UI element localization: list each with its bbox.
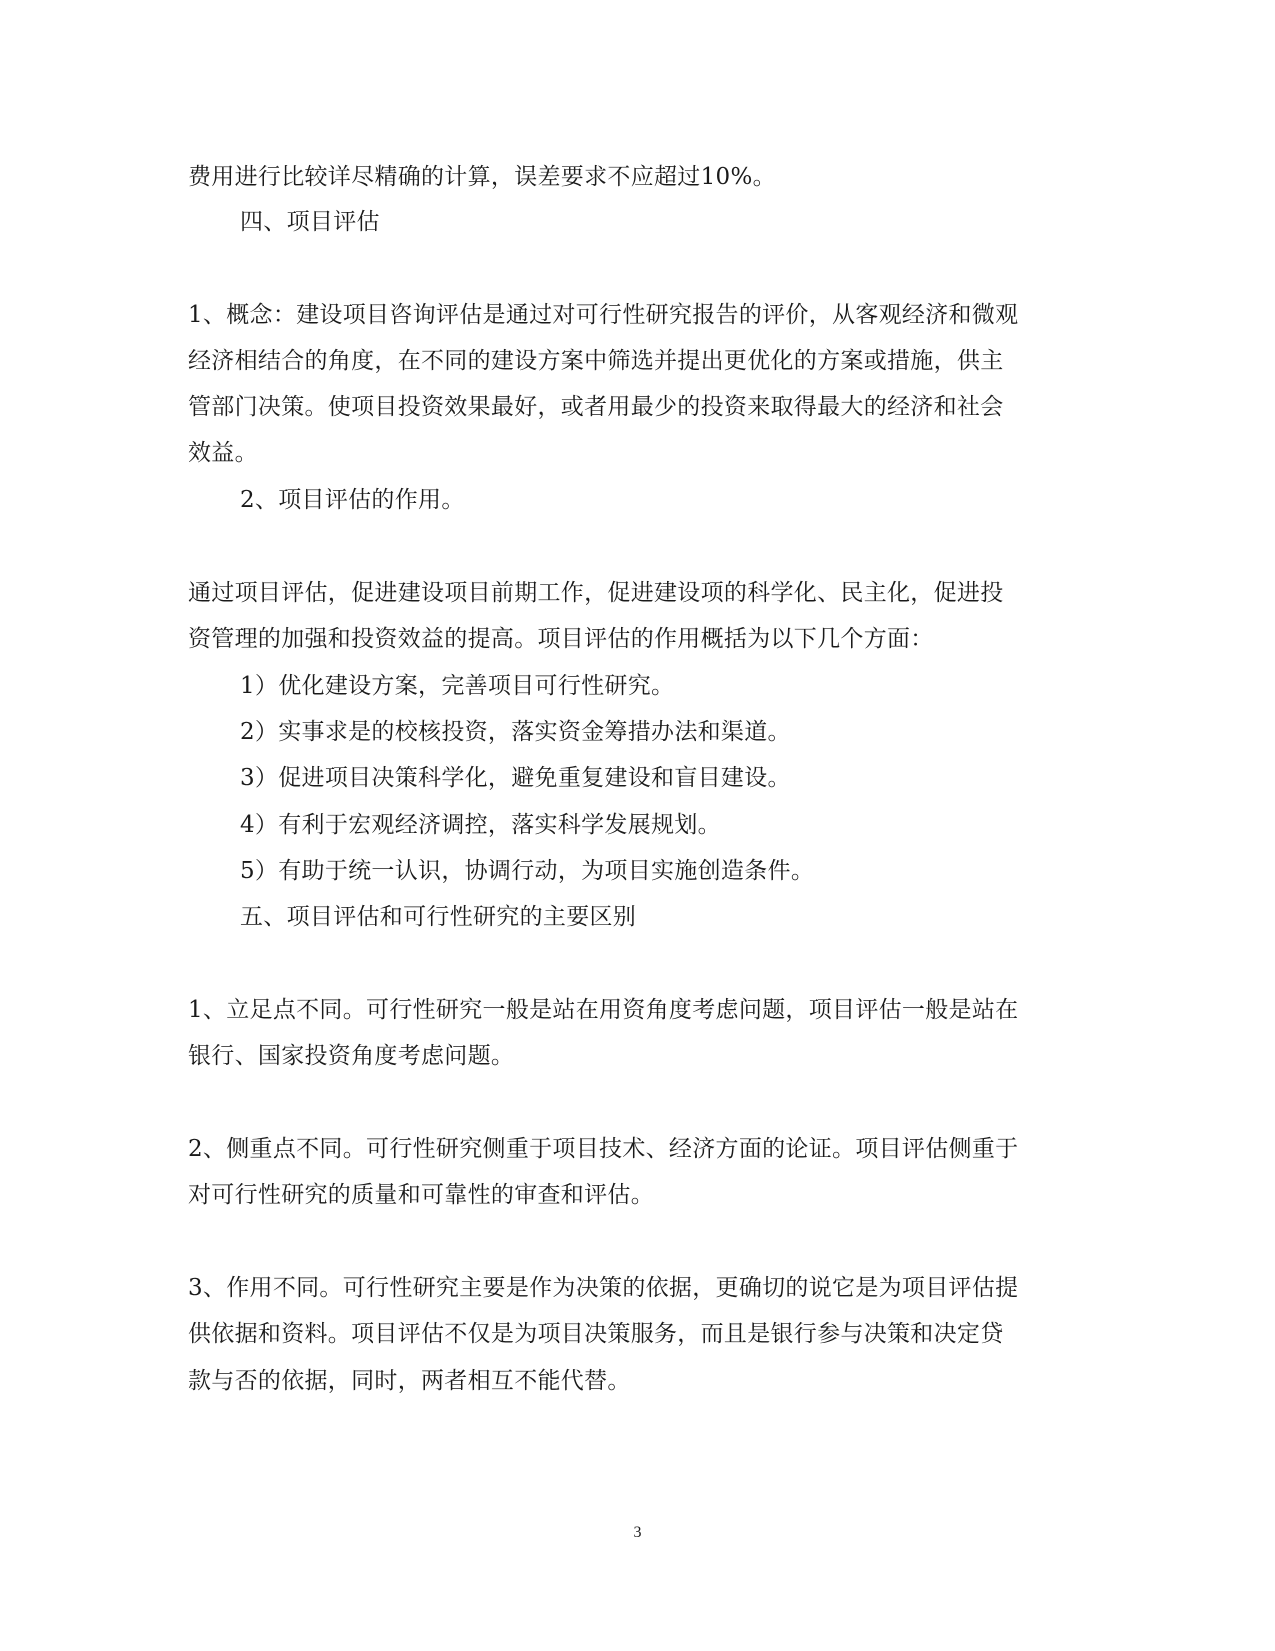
paragraph-line: 效益。 [188, 440, 258, 466]
list-item: 1）优化建设方案，完善项目可行性研究。 [240, 673, 675, 699]
paragraph-line: 1、概念：建设项目咨询评估是通过对可行性研究报告的评价，从客观经济和微观 [188, 302, 1019, 328]
page-number: 3 [633, 1524, 642, 1541]
list-item: 4）有利于宏观经济调控，落实科学发展规划。 [240, 812, 721, 838]
paragraph-line: 管部门决策。使项目投资效果最好，或者用最少的投资来取得最大的经济和社会 [188, 394, 1004, 420]
subsection-heading: 2、项目评估的作用。 [240, 487, 465, 513]
section-heading: 四、项目评估 [240, 209, 380, 235]
paragraph-line: 银行、国家投资角度考虑问题。 [188, 1043, 515, 1069]
paragraph-line: 1、立足点不同。可行性研究一般是站在用资角度考虑问题，项目评估一般是站在 [188, 997, 1019, 1023]
paragraph-line: 资管理的加强和投资效益的提高。项目评估的作用概括为以下几个方面： [188, 626, 934, 652]
list-item: 3）促进项目决策科学化，避免重复建设和盲目建设。 [240, 765, 791, 791]
paragraph-line: 经济相结合的角度，在不同的建设方案中筛选并提出更优化的方案或措施，供主 [188, 348, 1004, 374]
list-item: 5）有助于统一认识，协调行动，为项目实施创造条件。 [240, 858, 815, 884]
paragraph-line: 费用进行比较详尽精确的计算，误差要求不应超过10%。 [188, 164, 776, 190]
paragraph-line: 3、作用不同。可行性研究主要是作为决策的依据，更确切的说它是为项目评估提 [188, 1275, 1019, 1301]
paragraph-line: 款与否的依据，同时，两者相互不能代替。 [188, 1368, 631, 1394]
paragraph-line: 2、侧重点不同。可行性研究侧重于项目技术、经济方面的论证。项目评估侧重于 [188, 1136, 1019, 1162]
paragraph-line: 通过项目评估，促进建设项目前期工作，促进建设项的科学化、民主化，促进投 [188, 580, 1004, 606]
section-heading: 五、项目评估和可行性研究的主要区别 [240, 904, 637, 930]
paragraph-line: 对可行性研究的质量和可靠性的审查和评估。 [188, 1182, 654, 1208]
paragraph-line: 供依据和资料。项目评估不仅是为项目决策服务，而且是银行参与决策和决定贷 [188, 1321, 1004, 1347]
list-item: 2）实事求是的校核投资，落实资金筹措办法和渠道。 [240, 719, 791, 745]
